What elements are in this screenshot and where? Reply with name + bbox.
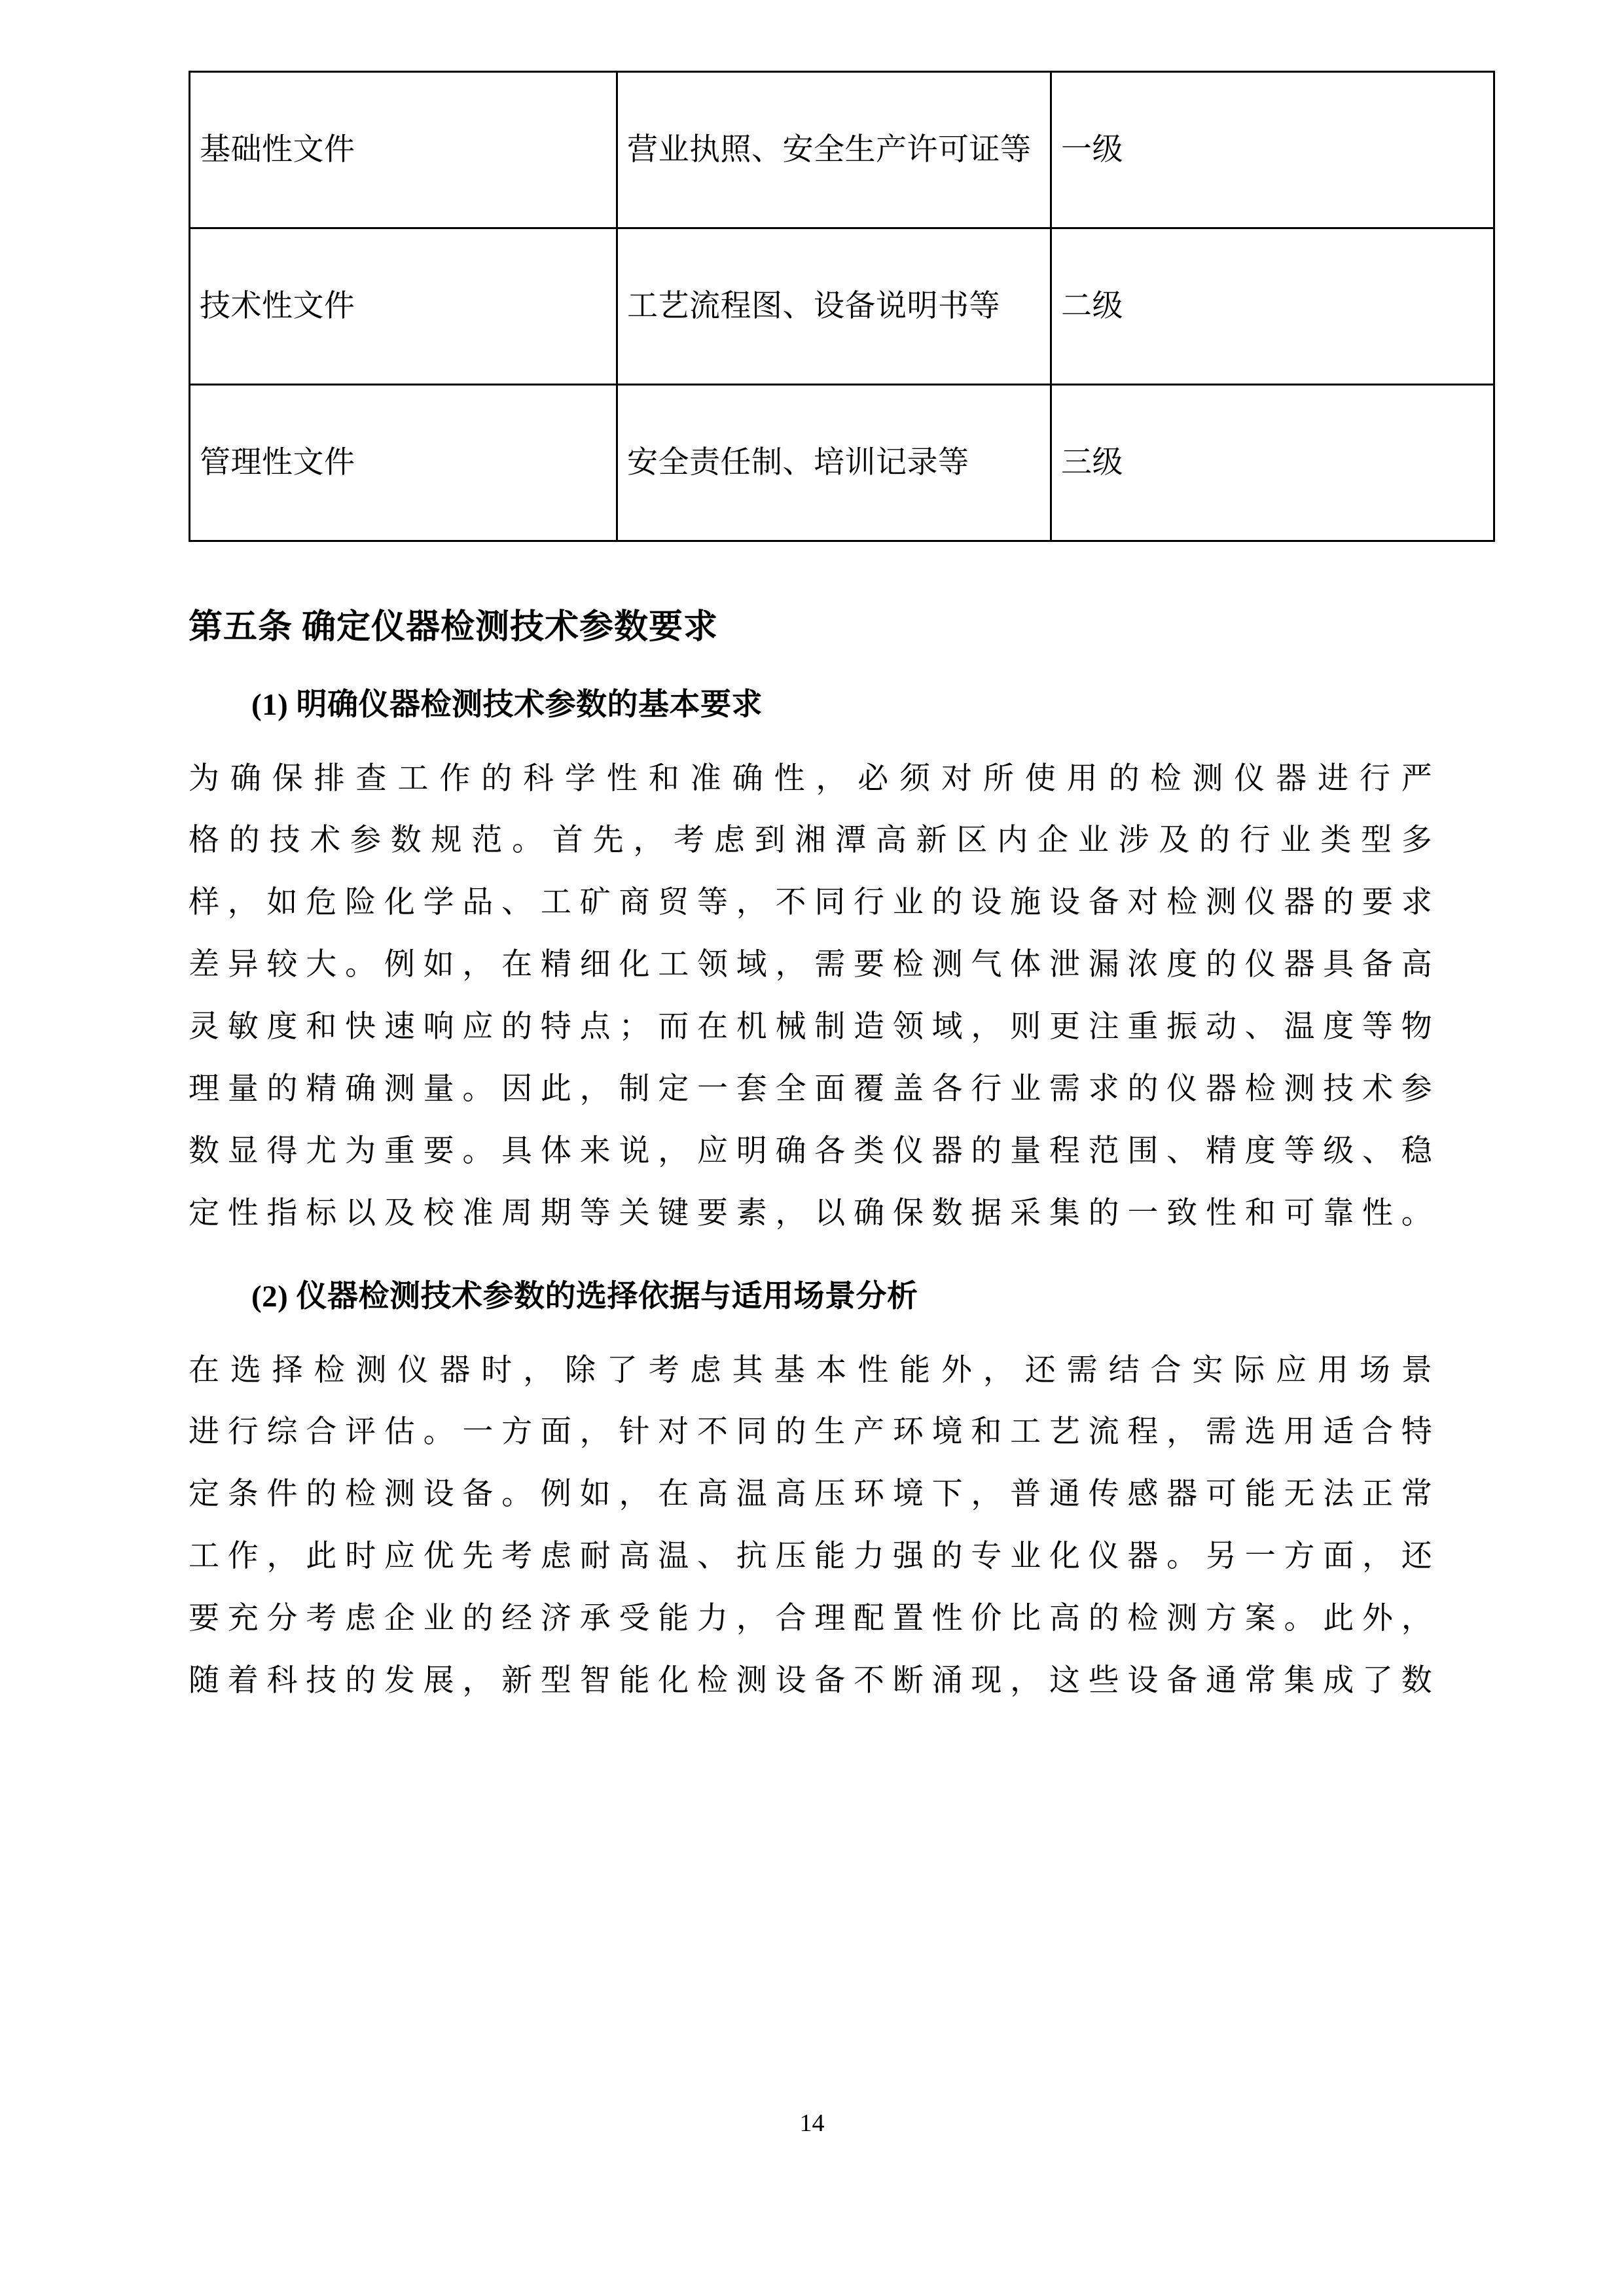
paragraph-line: 随着科技的发展，新型智能化检测设备不断涌现，这些设备通常集成了数 [189,1664,1432,1698]
paragraph-line: 样，如危险化学品、工矿商贸等，不同行业的设施设备对检测仪器的要求 [189,886,1432,920]
paragraph-line: 数显得尤为重要。具体来说，应明确各类仪器的量程范围、精度等级、稳 [189,1134,1432,1169]
subsection-2-paragraph [189,1340,1432,1713]
table-cell-level: 一级 [1051,72,1494,228]
paragraph-line: 格的技术参数规范。首先，考虑到湘潭高新区内企业涉及的行业类型多 [189,823,1432,858]
paragraph-line: 定条件的检测设备。例如，在高温高压环境下，普通传感器可能无法正常 [189,1477,1432,1512]
table-cell-examples: 工艺流程图、设备说明书等 [617,228,1051,385]
paragraph-line: 定性指标以及校准周期等关键要素，以确保数据采集的一致性和可靠性。 [189,1196,1432,1231]
table-cell-level: 二级 [1051,228,1494,385]
table-row [190,385,1494,541]
table-cell-level: 三级 [1051,385,1494,541]
document-classification-table [189,71,1495,542]
paragraph-line: 要充分考虑企业的经济承受能力，合理配置性价比高的检测方案。此外， [189,1602,1432,1636]
page-number: 14 [799,2109,825,2137]
paragraph-line: 工作，此时应优先考虑耐高温、抗压能力强的专业化仪器。另一方面，还 [189,1539,1432,1574]
table-cell-category: 管理性文件 [190,385,617,541]
section-heading: 第五条 确定仪器检测技术参数要求 [189,609,719,646]
page-content [189,0,1432,1712]
subsection-1-heading: (1) 明确仪器检测技术参数的基本要求 [251,688,763,722]
table-cell-examples: 安全责任制、培训记录等 [617,385,1051,541]
paragraph-line: 在选择检测仪器时，除了考虑其基本性能外，还需结合实际应用场景 [189,1353,1432,1388]
table-row [190,228,1494,385]
table-cell-category: 基础性文件 [190,72,617,228]
paragraph-line: 理量的精确测量。因此，制定一套全面覆盖各行业需求的仪器检测技术参 [189,1072,1432,1107]
paragraph-line: 为确保排查工作的科学性和准确性，必须对所使用的检测仪器进行严 [189,761,1432,796]
table-cell-examples: 营业执照、安全生产许可证等 [617,72,1051,228]
paragraph-line: 差异较大。例如，在精细化工领域，需要检测气体泄漏浓度的仪器具备高 [189,948,1432,982]
subsection-1-paragraph [189,748,1432,1246]
subsection-2-heading: (2) 仪器检测技术参数的选择依据与适用场景分析 [251,1280,918,1314]
paragraph-line: 灵敏度和快速响应的特点；而在机械制造领域，则更注重振动、温度等物 [189,1010,1432,1045]
table-row [190,72,1494,228]
paragraph-line: 进行综合评估。一方面，针对不同的生产环境和工艺流程，需选用适合特 [189,1415,1432,1450]
table-cell-category: 技术性文件 [190,228,617,385]
